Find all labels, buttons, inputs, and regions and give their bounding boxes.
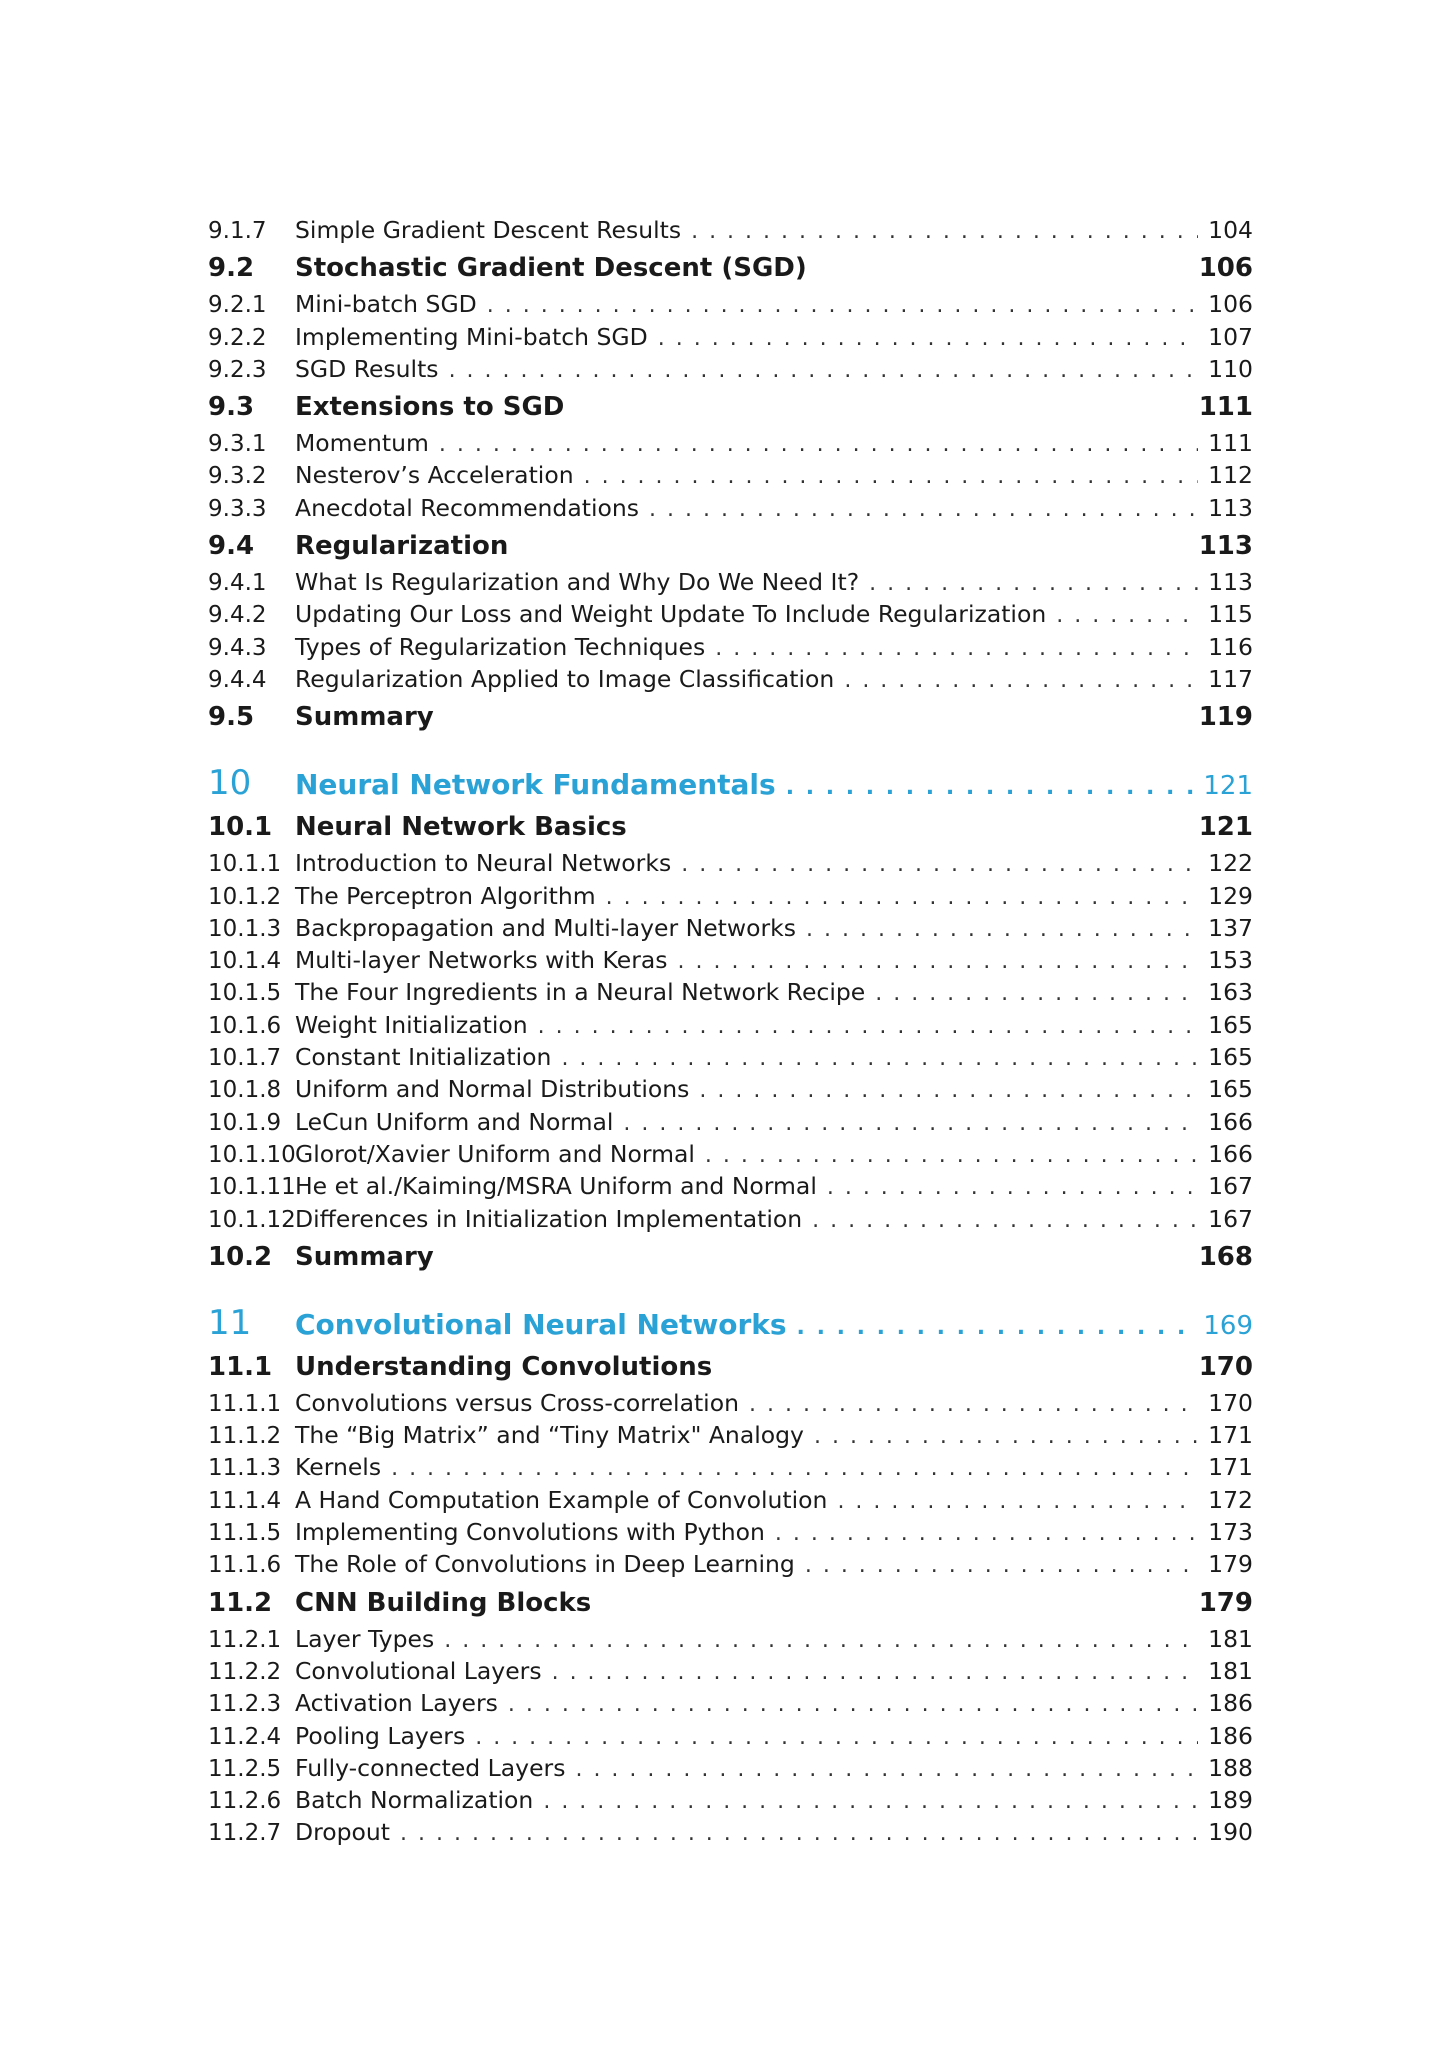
toc-entry-number: 10.1.5	[208, 980, 282, 1007]
toc-entry-title: What Is Regularization and Why Do We Need It?	[295, 568, 860, 597]
toc-entry-title: The Role of Convolutions in Deep Learning	[295, 1550, 795, 1579]
toc-entry-number: 10.1.7	[208, 1045, 282, 1072]
toc-section-entry[interactable]	[208, 248, 1253, 288]
toc-entry-title: The Perceptron Algorithm	[295, 881, 596, 910]
toc-section-entry[interactable]	[208, 526, 1253, 566]
toc-subsection-entry[interactable]	[208, 1752, 1253, 1784]
toc-dot-leader	[508, 1689, 1198, 1721]
toc-section-entry[interactable]	[208, 1583, 1253, 1623]
toc-entry-number: 9.2	[208, 253, 255, 284]
toc-entry-number: 10.1.1	[208, 851, 282, 878]
toc-subsection-entry[interactable]	[208, 598, 1253, 630]
toc-entry-title: Weight Initialization	[295, 1010, 528, 1039]
toc-entry-title: Uniform and Normal Distributions	[295, 1075, 690, 1104]
toc-dot-leader	[439, 429, 1198, 461]
toc-entry-number: 11.2.1	[208, 1626, 282, 1653]
toc-subsection-entry[interactable]	[208, 1170, 1253, 1202]
toc-subsection-entry[interactable]	[208, 1548, 1253, 1580]
toc-dot-leader	[561, 1043, 1198, 1075]
toc-entry-page-number: 121	[1198, 812, 1253, 843]
toc-entry-page-number: 122	[1208, 849, 1253, 878]
toc-dot-leader	[827, 1172, 1198, 1204]
toc-entry-title: Fully-connected Layers	[295, 1753, 566, 1782]
toc-entry-title: Implementing Mini-batch SGD	[295, 322, 648, 351]
toc-section-entry[interactable]	[208, 1347, 1253, 1387]
toc-entry-title: Summary	[295, 702, 434, 733]
toc-subsection-entry[interactable]	[208, 321, 1253, 353]
toc-entry-number: 10.1.3	[208, 915, 282, 942]
toc-entry-page-number: 107	[1208, 322, 1253, 351]
toc-subsection-entry[interactable]	[208, 1687, 1253, 1719]
toc-dot-leader	[678, 946, 1199, 978]
toc-entry-title: Activation Layers	[295, 1689, 498, 1718]
toc-subsection-entry[interactable]	[208, 1816, 1253, 1848]
toc-entry-number: 11.2.2	[208, 1658, 282, 1685]
toc-dot-leader	[805, 1550, 1198, 1582]
toc-entry-title: Multi-layer Networks with Keras	[295, 946, 668, 975]
toc-entry-title: Pooling Layers	[295, 1721, 466, 1750]
toc-entry-number: 9.3.3	[208, 495, 267, 522]
toc-subsection-entry[interactable]	[208, 847, 1253, 879]
toc-entry-title: Convolutional Neural Networks	[295, 1307, 787, 1341]
toc-subsection-entry[interactable]	[208, 1419, 1253, 1451]
toc-subsection-entry[interactable]	[208, 880, 1253, 912]
toc-dot-leader	[786, 766, 1194, 810]
toc-entry-number: 10.2	[208, 1241, 273, 1272]
toc-entry-number: 9.4.2	[208, 602, 267, 629]
toc-subsection-entry[interactable]	[208, 631, 1253, 663]
toc-entry-page-number: 179	[1208, 1550, 1253, 1579]
toc-dot-leader	[869, 568, 1198, 600]
toc-subsection-entry[interactable]	[208, 944, 1253, 976]
toc-entry-page-number: 189	[1208, 1786, 1253, 1815]
toc-entry-number: 9.4.3	[208, 634, 267, 661]
toc-entry-page-number: 104	[1208, 216, 1253, 244]
toc-entry-number: 11.1.1	[208, 1390, 282, 1417]
toc-entry-page-number: 113	[1198, 531, 1253, 562]
toc-entry-page-number: 170	[1198, 1351, 1253, 1382]
toc-entry-number: 10.1.12	[208, 1206, 296, 1233]
toc-entry-title: A Hand Computation Example of Convolution	[295, 1485, 828, 1514]
toc-entry-title: Backpropagation and Multi-layer Networks	[295, 913, 797, 942]
toc-entry-page-number: 117	[1208, 664, 1253, 693]
toc-entry-page-number: 113	[1208, 568, 1253, 597]
toc-subsection-entry[interactable]	[208, 566, 1253, 598]
toc-entry-number: 11.1.4	[208, 1487, 282, 1514]
toc-entry-number: 10.1	[208, 812, 273, 843]
toc-entry-page-number: 121	[1203, 771, 1253, 802]
toc-entry-number: 11.2	[208, 1587, 273, 1618]
toc-entry-title: Understanding Convolutions	[295, 1351, 713, 1382]
toc-entry-title: Convolutions versus Cross-correlation	[295, 1388, 739, 1417]
toc-entry-page-number: 111	[1208, 429, 1253, 458]
toc-entry-page-number: 106	[1198, 253, 1253, 284]
toc-entry-page-number: 171	[1208, 1421, 1253, 1450]
toc-entry-title: Anecdotal Recommendations	[295, 493, 639, 522]
toc-entry-title: Differences in Initialization Implementation	[295, 1204, 803, 1233]
toc-entry-number: 9.5	[208, 702, 255, 733]
toc-entry-number: 11	[208, 1302, 252, 1343]
toc-entry-page-number: 167	[1208, 1172, 1253, 1201]
toc-entry-title: The “Big Matrix” and “Tiny Matrix" Analogy	[295, 1421, 804, 1450]
toc-entry-number: 10.1.10	[208, 1141, 296, 1168]
toc-entry-page-number: 115	[1208, 600, 1253, 629]
toc-entry-number: 10.1.8	[208, 1077, 282, 1104]
toc-subsection-entry[interactable]	[208, 912, 1253, 944]
toc-entry-title: Mini-batch SGD	[295, 290, 477, 319]
toc-subsection-entry[interactable]	[208, 1203, 1253, 1235]
toc-entry-title: Updating Our Loss and Weight Update To Include Regularization	[295, 600, 1047, 629]
toc-entry-number: 11.2.4	[208, 1723, 282, 1750]
toc-entry-number: 9.4.4	[208, 666, 267, 693]
toc-entry-page-number: 106	[1208, 290, 1253, 319]
toc-entry-title: The Four Ingredients in a Neural Network Recipe	[295, 978, 866, 1007]
toc-entry-title: Introduction to Neural Networks	[295, 849, 672, 878]
toc-subsection-entry[interactable]	[208, 1451, 1253, 1483]
toc-dot-leader	[623, 1108, 1198, 1140]
toc-dot-leader	[681, 849, 1198, 881]
toc-dot-leader	[449, 355, 1199, 387]
toc-subsection-entry[interactable]	[208, 1138, 1253, 1170]
toc-entry-title: Glorot/Xavier Uniform and Normal	[295, 1139, 695, 1168]
toc-entry-title: He et al./Kaiming/MSRA Uniform and Normal	[295, 1172, 817, 1201]
toc-entry-number: 11.2.6	[208, 1788, 282, 1815]
toc-entry-number: 10.1.11	[208, 1174, 296, 1201]
toc-subsection-entry[interactable]	[208, 459, 1253, 491]
toc-entry-title: CNN Building Blocks	[295, 1587, 592, 1618]
toc-subsection-entry[interactable]	[208, 353, 1253, 385]
toc-entry-page-number: 190	[1208, 1818, 1253, 1847]
toc-entry-number: 11.2.7	[208, 1820, 282, 1847]
toc-entry-title: Simple Gradient Descent Results	[295, 216, 682, 244]
toc-subsection-entry[interactable]	[208, 1720, 1253, 1752]
toc-dot-leader	[797, 1306, 1194, 1350]
toc-dot-leader	[806, 914, 1198, 946]
toc-dot-leader	[844, 665, 1198, 697]
toc-entry-page-number: 181	[1208, 1624, 1253, 1653]
toc-dot-leader	[606, 882, 1199, 914]
toc-subsection-entry[interactable]	[208, 1387, 1253, 1419]
toc-entry-number: 9.3.2	[208, 463, 267, 490]
toc-entry-page-number: 153	[1208, 946, 1253, 975]
toc-entry-page-number: 186	[1208, 1721, 1253, 1750]
toc-entry-number: 10.1.6	[208, 1012, 282, 1039]
toc-subsection-entry[interactable]	[208, 1041, 1253, 1073]
toc-dot-leader	[538, 1011, 1198, 1043]
toc-subsection-entry[interactable]	[208, 1009, 1253, 1041]
toc-subsection-entry[interactable]	[208, 663, 1253, 695]
toc-entry-number: 9.3	[208, 392, 255, 423]
toc-entry-title: Layer Types	[295, 1624, 435, 1653]
toc-subsection-entry[interactable]	[208, 214, 1253, 246]
toc-chapter-entry[interactable]	[208, 761, 1253, 805]
toc-entry-page-number: 186	[1208, 1689, 1253, 1718]
toc-subsection-entry[interactable]	[208, 1655, 1253, 1687]
toc-subsection-entry[interactable]	[208, 492, 1253, 524]
toc-section-entry[interactable]	[208, 1237, 1253, 1277]
toc-entry-page-number: 170	[1208, 1388, 1253, 1417]
toc-entry-title: Constant Initialization	[295, 1043, 552, 1072]
toc-dot-leader	[584, 461, 1199, 493]
toc-entry-title: Batch Normalization	[295, 1786, 534, 1815]
toc-entry-title: Momentum	[295, 429, 429, 458]
toc-entry-title: Dropout	[295, 1818, 391, 1847]
toc-entry-number: 9.2.2	[208, 324, 267, 351]
toc-dot-leader	[812, 1205, 1198, 1237]
toc-dot-leader	[699, 1075, 1198, 1107]
toc-subsection-entry[interactable]	[208, 427, 1253, 459]
toc-entry-number: 11.2.3	[208, 1691, 282, 1718]
toc-entry-title: Extensions to SGD	[295, 392, 565, 423]
toc-entry-page-number: 137	[1208, 913, 1253, 942]
toc-entry-page-number: 167	[1208, 1204, 1253, 1233]
toc-entry-number: 11.2.5	[208, 1755, 282, 1782]
toc-dot-leader	[775, 1518, 1198, 1550]
toc-entry-number: 9.1.7	[208, 218, 267, 244]
toc-chapter-entry[interactable]	[208, 1301, 1253, 1345]
toc-entry-title: Convolutional Layers	[295, 1656, 542, 1685]
toc-entry-page-number: 163	[1208, 978, 1253, 1007]
toc-entry-title: Summary	[295, 1241, 434, 1272]
toc-entry-page-number: 165	[1208, 1043, 1253, 1072]
toc-entry-page-number: 129	[1208, 881, 1253, 910]
toc-entry-page-number: 165	[1208, 1010, 1253, 1039]
toc-entry-title: Neural Network Basics	[295, 812, 627, 843]
toc-section-entry[interactable]	[208, 807, 1253, 847]
toc-entry-page-number: 111	[1198, 392, 1253, 423]
toc-entry-page-number: 169	[1203, 1310, 1253, 1341]
toc-entry-page-number: 181	[1208, 1656, 1253, 1685]
toc-entry-page-number: 166	[1208, 1139, 1253, 1168]
toc-dot-leader	[444, 1625, 1198, 1657]
toc-entry-page-number: 173	[1208, 1518, 1253, 1547]
toc-dot-leader	[391, 1453, 1198, 1485]
toc-entry-title: SGD Results	[295, 354, 439, 383]
toc-entry-page-number: 113	[1208, 493, 1253, 522]
toc-entry-page-number: 172	[1208, 1485, 1253, 1514]
toc-section-entry[interactable]	[208, 387, 1253, 427]
toc-entry-title: Neural Network Fundamentals	[295, 768, 776, 802]
toc-entry-page-number: 171	[1208, 1453, 1253, 1482]
toc-dot-leader	[749, 1389, 1198, 1421]
toc-entry-page-number: 112	[1208, 461, 1253, 490]
toc-entry-page-number: 116	[1208, 632, 1253, 661]
toc-subsection-entry[interactable]	[208, 1106, 1253, 1138]
toc-entry-title: Implementing Convolutions with Python	[295, 1518, 765, 1547]
toc-subsection-entry[interactable]	[208, 288, 1253, 320]
toc-entry-title: Regularization Applied to Image Classification	[295, 664, 835, 693]
toc-entry-page-number: 168	[1198, 1241, 1253, 1272]
toc-entry-number: 10.1.2	[208, 883, 282, 910]
toc-entry-title: Nesterov’s Acceleration	[295, 461, 574, 490]
toc-dot-leader	[575, 1754, 1198, 1786]
toc-dot-leader	[649, 494, 1198, 526]
toc-subsection-entry[interactable]	[208, 1784, 1253, 1816]
toc-entry-number: 9.4	[208, 531, 255, 562]
toc-subsection-entry[interactable]	[208, 1516, 1253, 1548]
toc-subsection-entry[interactable]	[208, 1073, 1253, 1105]
toc-entry-number: 11.1.2	[208, 1423, 282, 1450]
toc-entry-number: 10.1.4	[208, 948, 282, 975]
toc-entry-number: 9.2.3	[208, 356, 267, 383]
toc-entry-number: 11.1.5	[208, 1520, 282, 1547]
toc-entry-title: Kernels	[295, 1453, 382, 1482]
toc-entry-page-number: 166	[1208, 1107, 1253, 1136]
toc-entry-number: 9.3.1	[208, 431, 267, 458]
toc-entry-title: LeCun Uniform and Normal	[295, 1107, 614, 1136]
toc-entry-number: 10.1.9	[208, 1109, 282, 1136]
toc-dot-leader	[658, 323, 1198, 355]
toc-section-entry[interactable]	[208, 697, 1253, 737]
toc-entry-title: Types of Regularization Techniques	[295, 632, 706, 661]
toc-entry-number: 9.2.1	[208, 292, 267, 319]
toc-entry-page-number: 119	[1198, 702, 1253, 733]
toc-entry-page-number: 179	[1198, 1587, 1253, 1618]
toc-dot-leader	[814, 1421, 1198, 1453]
toc-dot-leader	[552, 1657, 1199, 1689]
toc-entry-title: Regularization	[295, 531, 509, 562]
toc-dot-leader	[1056, 600, 1198, 632]
toc-entry-number: 11.1.6	[208, 1552, 282, 1579]
toc-subsection-entry[interactable]	[208, 1484, 1253, 1516]
table-of-contents	[208, 214, 1253, 1849]
toc-entry-number: 10	[208, 763, 252, 804]
toc-dot-leader	[400, 1818, 1198, 1850]
toc-entry-page-number: 110	[1208, 354, 1253, 383]
toc-entry-page-number: 188	[1208, 1753, 1253, 1782]
toc-dot-leader	[475, 1722, 1198, 1754]
toc-entry-page-number: 165	[1208, 1075, 1253, 1104]
toc-subsection-entry[interactable]	[208, 976, 1253, 1008]
toc-entry-title: Stochastic Gradient Descent (SGD)	[295, 253, 807, 284]
toc-dot-leader	[543, 1786, 1198, 1818]
toc-dot-leader	[875, 978, 1198, 1010]
toc-dot-leader	[691, 216, 1198, 248]
toc-dot-leader	[705, 1140, 1198, 1172]
toc-entry-number: 11.1	[208, 1351, 273, 1382]
toc-dot-leader	[837, 1486, 1198, 1518]
toc-subsection-entry[interactable]	[208, 1623, 1253, 1655]
toc-entry-number: 9.4.1	[208, 570, 267, 597]
toc-entry-number: 11.1.3	[208, 1455, 282, 1482]
toc-dot-leader	[715, 633, 1198, 665]
toc-dot-leader	[487, 290, 1198, 322]
